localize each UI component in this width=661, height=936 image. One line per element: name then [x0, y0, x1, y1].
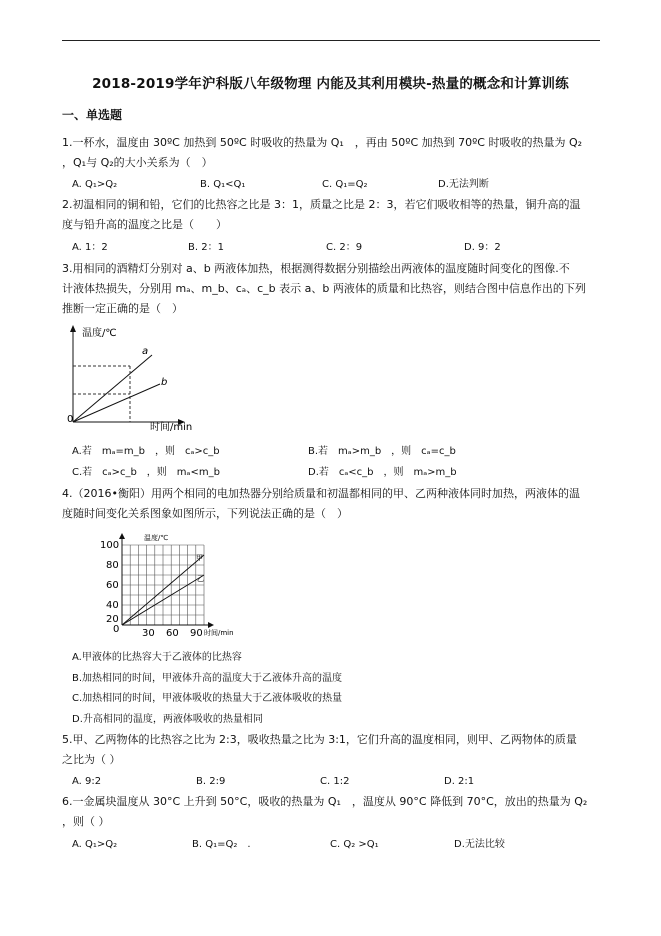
q4-ytick-40: 40	[106, 600, 119, 611]
q2-option-b[interactable]: B. 2：1	[188, 242, 224, 253]
q4-ytick-100: 100	[100, 540, 120, 551]
q3-option-d[interactable]: D.若 cₐ<c_b ，则 mₐ>m_b	[308, 467, 457, 478]
q4-ytick-0: 0	[113, 624, 120, 635]
q3-y-label: 温度/℃	[82, 328, 117, 339]
q4-xtick-90: 90	[190, 628, 203, 639]
q3-y-arrow-icon	[70, 325, 76, 332]
q5-line1: 5.甲、乙两物体的比热容之比为 2:3，吸收热量之比为 3:1，它们升高的温度相同，则甲、乙两物体的质量	[62, 733, 577, 746]
q4-ytick-60: 60	[106, 580, 119, 591]
q4-option-b[interactable]: B.加热相同的时间，甲液体升高的温度大于乙液体升高的温度	[72, 673, 343, 684]
q3-x-label: 时间/min	[150, 422, 193, 432]
q2-option-c[interactable]: C. 2：9	[326, 242, 363, 253]
q3-label-b: b	[161, 377, 168, 388]
q4-option-d[interactable]: D.升高相同的温度，两液体吸收的热量相同	[72, 714, 263, 725]
q1-option-b[interactable]: B. Q₁<Q₁	[200, 179, 246, 190]
q4-line2: 度随时间变化关系图象如图所示，下列说法正确的是（ ）	[62, 507, 348, 520]
q4-label-yi: 乙	[197, 575, 204, 583]
q1-option-c[interactable]: C. Q₁=Q₂	[322, 179, 368, 190]
q3-temperature-graph	[62, 322, 212, 432]
q4-option-c[interactable]: C.加热相同的时间，甲液体吸收的热量大于乙液体吸收的热量	[72, 693, 343, 704]
q1-option-a[interactable]: A. Q₁>Q₂	[72, 179, 118, 190]
q6-option-a[interactable]: A. Q₁>Q₂	[72, 839, 118, 850]
section-heading: 一、单选题	[62, 108, 123, 122]
q6-option-c[interactable]: C. Q₂ >Q₁	[330, 839, 379, 850]
q5-option-b[interactable]: B. 2:9	[196, 776, 226, 787]
q4-y-arrow-icon	[119, 533, 125, 539]
q3-line3: 推断一定正确的是（ ）	[62, 302, 183, 315]
q5-option-c[interactable]: C. 1:2	[320, 776, 350, 787]
q4-grid	[122, 545, 204, 625]
q4-option-a[interactable]: A.甲液体的比热容大于乙液体的比热容	[72, 652, 242, 663]
q3-label-a: a	[142, 346, 149, 357]
q4-line1: 4.（2016•衡阳）用两个相同的电加热器分别给质量和初温都相同的甲、乙两种液体同时加热，两液体的温	[62, 487, 580, 500]
q4-x-arrow-icon	[208, 622, 214, 628]
q4-y-label: 温度/℃	[144, 534, 169, 542]
q3-line-a	[73, 355, 152, 422]
q1-option-d[interactable]: D.无法判断	[438, 179, 489, 190]
q5-option-a[interactable]: A. 9:2	[72, 776, 102, 787]
q5-line2: 之比为（ ）	[62, 753, 121, 766]
q4-xtick-30: 30	[142, 628, 155, 639]
q4-xtick-60: 60	[166, 628, 179, 639]
page-title: 2018-2019学年沪科版八年级物理 内能及其利用模块-热量的概念和计算训练	[92, 76, 569, 92]
q3-line2: 计液体热损失，分别用 mₐ、m_b、cₐ、c_b 表示 a、b 两液体的质量和比热容，则结合图中信息作出的下列	[62, 282, 586, 295]
q4-label-jia: 甲	[196, 554, 203, 562]
q2-option-d[interactable]: D. 9：2	[464, 242, 501, 253]
header-rule	[62, 40, 600, 41]
q6-option-d[interactable]: D.无法比较	[454, 839, 505, 850]
q4-temperature-graph	[100, 530, 250, 642]
q6-line1: 6.一金属块温度从 30°C 上升到 50°C，吸收的热量为 Q₁ ，温度从 90°C 降低到 70°C，放出的热量为 Q₂	[62, 795, 588, 808]
q4-ytick-20: 20	[106, 614, 119, 625]
q6-option-b[interactable]: B. Q₁=Q₂ .	[192, 839, 251, 850]
q1-line1: 1.一杯水，温度由 30ºC 加热到 50ºC 时吸收的热量为 Q₁ ，再由 50ºC 加热到 70ºC 时吸收的热量为 Q₂	[62, 136, 583, 149]
q6-line2: ，则（ ）	[62, 815, 110, 828]
q3-line-b	[73, 384, 160, 422]
q1-line2: ，Q₁与 Q₂的大小关系为（ ）	[62, 156, 213, 169]
q5-option-d[interactable]: D. 2:1	[444, 776, 475, 787]
q3-line1: 3.用相同的酒精灯分别对 a、b 两液体加热，根据测得数据分别描绘出两液体的温度随时间变化的图像.不	[62, 262, 570, 275]
q3-option-a[interactable]: A.若 mₐ=m_b ，则 cₐ>c_b	[72, 446, 220, 457]
q4-ytick-80: 80	[106, 560, 119, 571]
q2-line2: 度与铅升高的温度之比是（ ）	[62, 218, 227, 231]
q3-option-c[interactable]: C.若 cₐ>c_b ，则 mₐ<m_b	[72, 467, 220, 478]
q3-option-b[interactable]: B.若 mₐ>m_b ，则 cₐ=c_b	[308, 446, 456, 457]
q2-line1: 2.初温相同的铜和铅，它们的比热容之比是 3：1，质量之比是 2：3，若它们吸收相等的热量，铜升高的温	[62, 198, 581, 211]
q3-origin-label: 0	[67, 414, 74, 425]
q4-x-label: 时间/min	[204, 629, 234, 637]
q2-option-a[interactable]: A. 1：2	[72, 242, 108, 253]
